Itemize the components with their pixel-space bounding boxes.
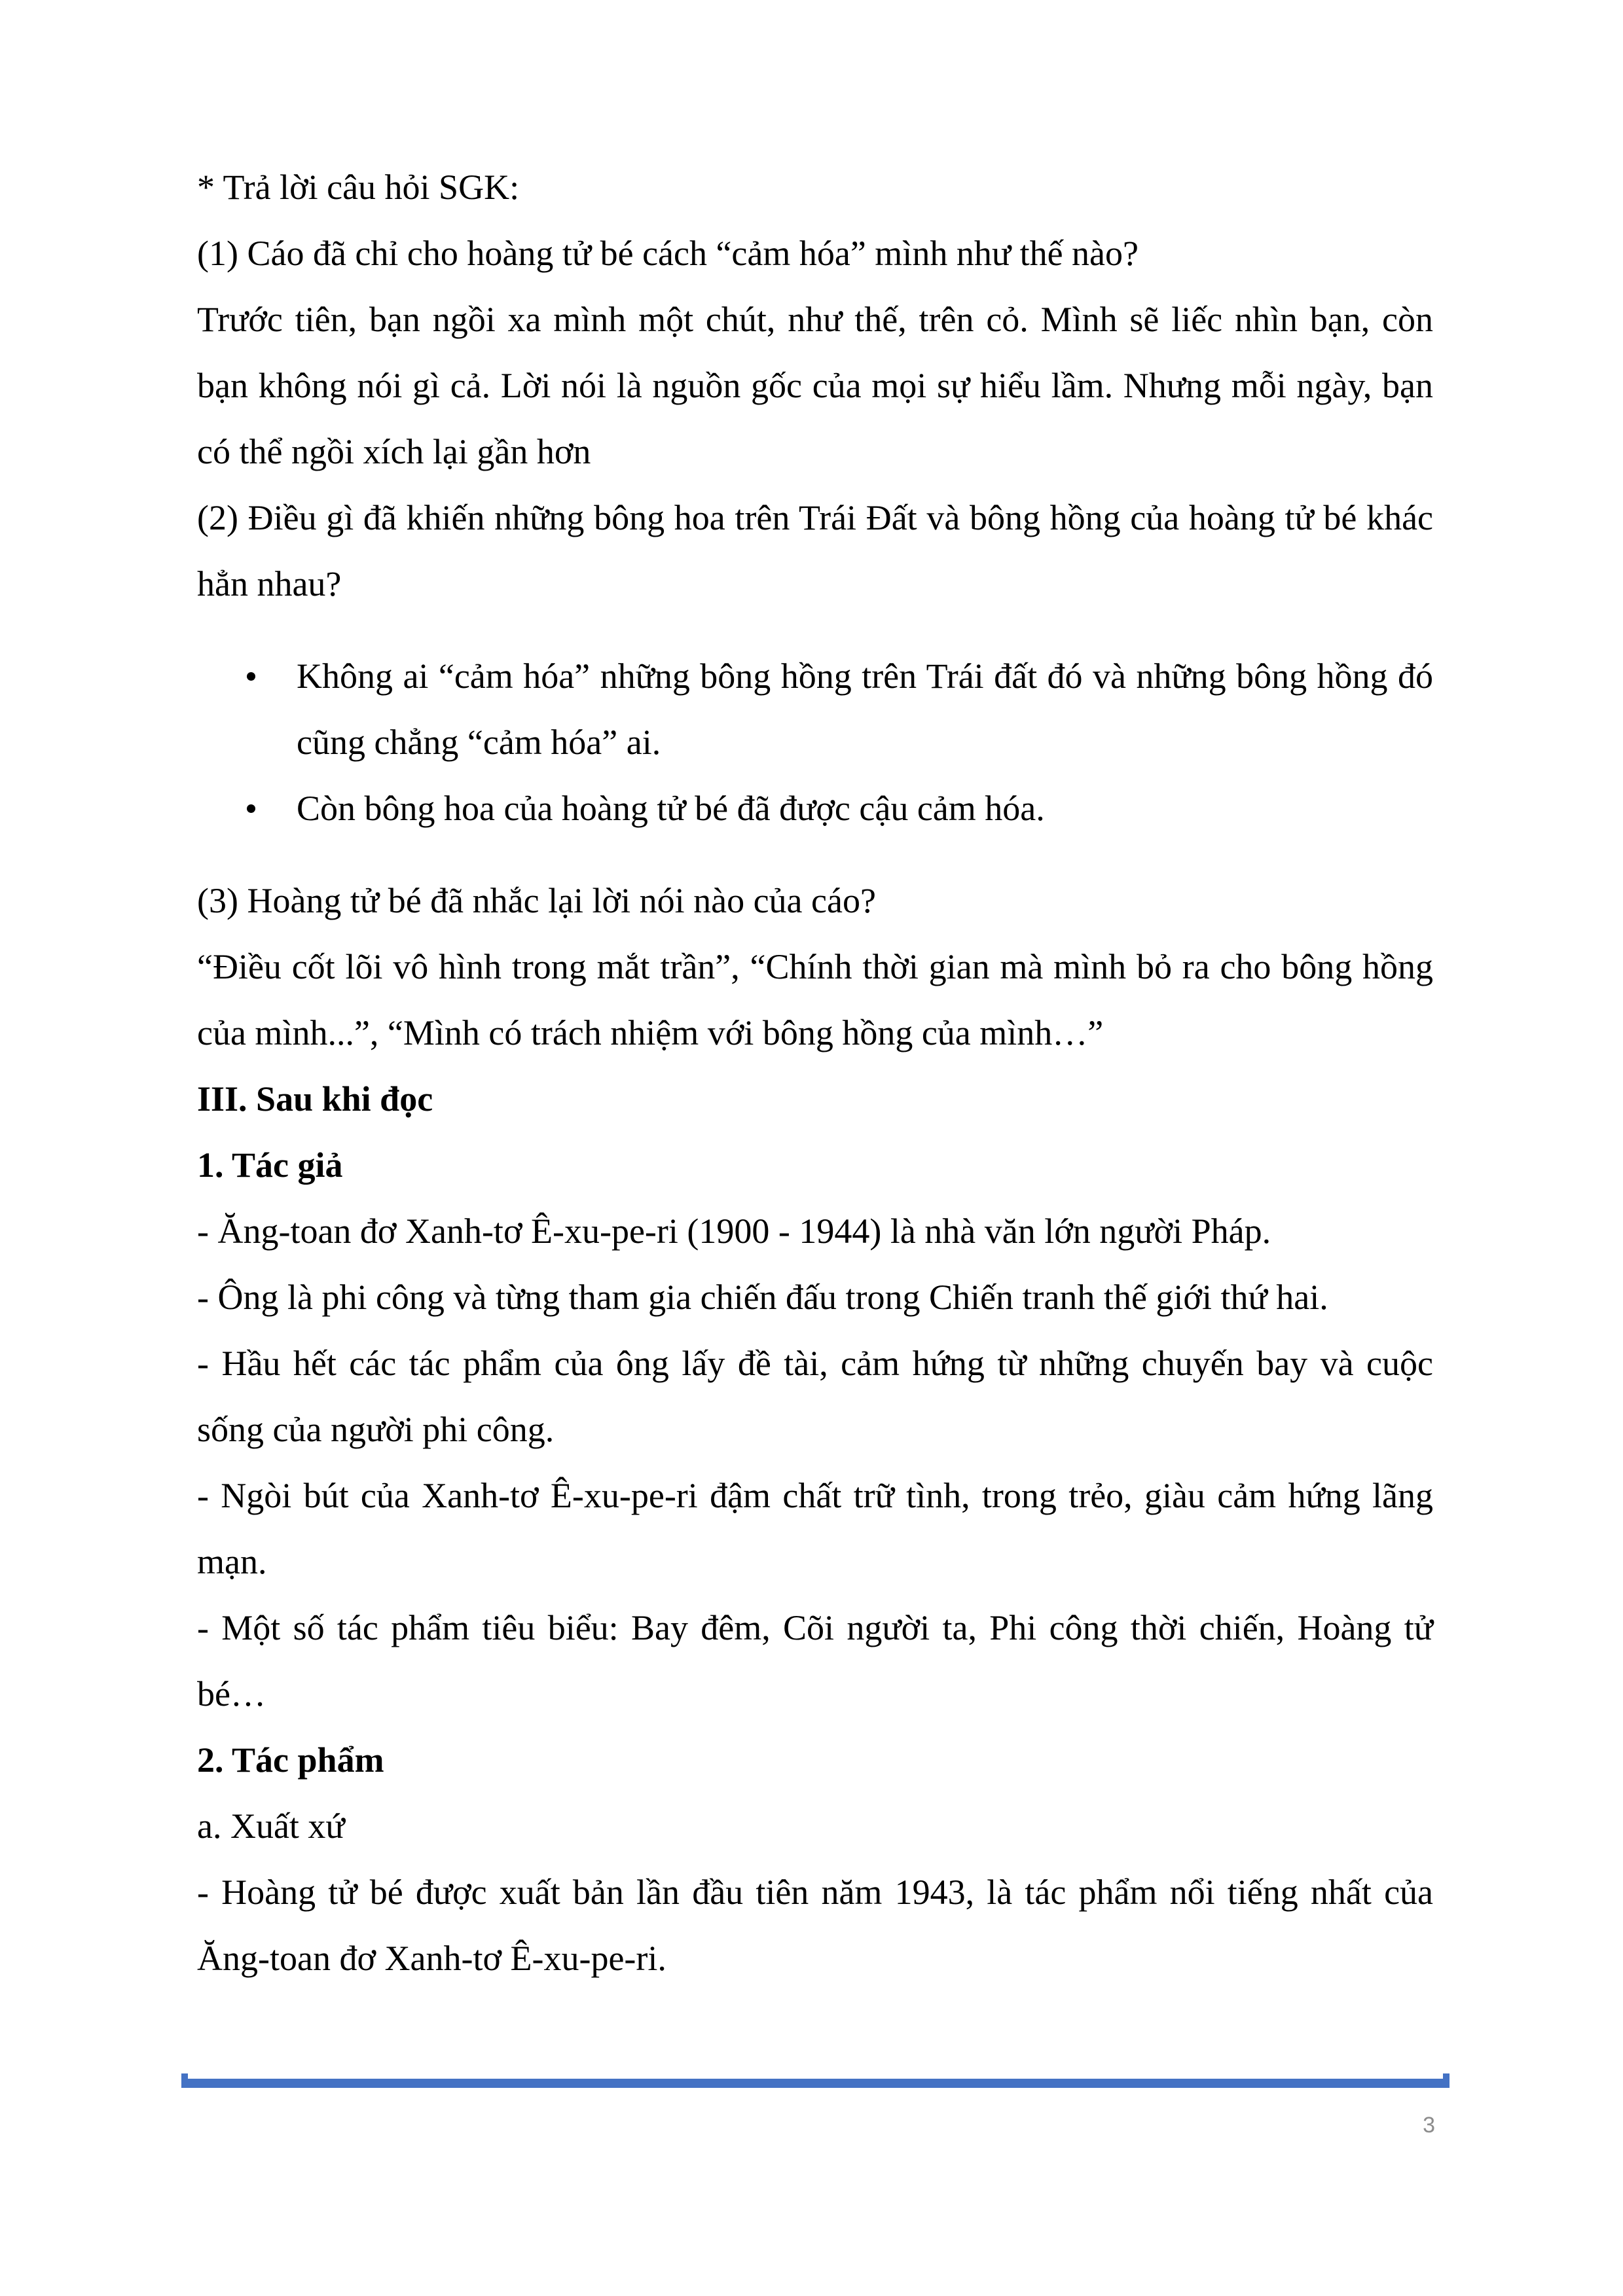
section-heading: III. Sau khi đọc — [197, 1079, 433, 1119]
author-point: - Ăng-toan đơ Xanh-tơ Ê-xu-pe-ri (1900 - 1944) là nhà văn lớn người Pháp. — [197, 1211, 1271, 1251]
question-2: (2) Điều gì đã khiến những bông hoa trên Trái Đất và bông hồng của hoàng tử bé khác hẳn nhau? — [197, 498, 1433, 603]
list-item-text: Không ai “cảm hóa” những bông hồng trên Trái đất đó và những bông hồng đó cũng chẳng “cảm hóa” ai. — [297, 656, 1433, 762]
list-item — [197, 643, 1433, 776]
work-subheading: a. Xuất xứ — [197, 1806, 345, 1846]
list-item-text: Còn bông hoa của hoàng tử bé đã được cậu cảm hóa. — [297, 789, 1045, 828]
page-number: 3 — [1423, 2113, 1435, 2138]
question-3: (3) Hoàng tử bé đã nhắc lại lời nói nào của cáo? — [197, 881, 876, 920]
author-point: - Hầu hết các tác phẩm của ông lấy đề tài, cảm hứng từ những chuyến bay và cuộc sống của người phi công. — [197, 1344, 1433, 1449]
bullet-icon — [247, 804, 255, 813]
footer-rule-cap-right — [1443, 2073, 1450, 2088]
footer-rule-bar — [181, 2079, 1450, 2088]
answer-3: “Điều cốt lõi vô hình trong mắt trần”, “Chính thời gian mà mình bỏ ra cho bông hồng của mình...”, “Mình có trách nhiệm với bông hồng của mình…” — [197, 947, 1433, 1052]
question-1: (1) Cáo đã chỉ cho hoàng tử bé cách “cảm hóa” mình như thế nào? — [197, 234, 1139, 273]
document-body — [197, 154, 1433, 1992]
author-point: - Ngòi bút của Xanh-tơ Ê-xu-pe-ri đậm chất trữ tình, trong trẻo, giàu cảm hứng lãng mạn. — [197, 1476, 1433, 1581]
footer-rule-cap-left — [181, 2073, 188, 2088]
answer-1: Trước tiên, bạn ngồi xa mình một chút, như thế, trên cỏ. Mình sẽ liếc nhìn bạn, còn bạn không nói gì cả. Lời nói là nguồn gốc của mọi sự hiểu lầm. Nhưng mỗi ngày, bạn có thể ngồi xích lại gần hơn — [197, 300, 1433, 471]
bullet-icon — [247, 672, 255, 681]
list-item — [197, 776, 1433, 842]
author-point: - Một số tác phẩm tiêu biểu: Bay đêm, Cõi người ta, Phi công thời chiến, Hoàng tử bé… — [197, 1608, 1433, 1713]
work-point: - Hoàng tử bé được xuất bản lần đầu tiên năm 1943, là tác phẩm nổi tiếng nhất của Ăng-toan đơ Xanh-tơ Ê-xu-pe-ri. — [197, 1873, 1433, 1978]
sgk-questions-label: * Trả lời câu hỏi SGK: — [197, 168, 520, 207]
author-point: - Ông là phi công và từng tham gia chiến đấu trong Chiến tranh thế giới thứ hai. — [197, 1278, 1328, 1317]
work-heading: 2. Tác phẩm — [197, 1740, 384, 1780]
answer-2-list — [197, 643, 1433, 842]
author-heading: 1. Tác giả — [197, 1145, 343, 1185]
